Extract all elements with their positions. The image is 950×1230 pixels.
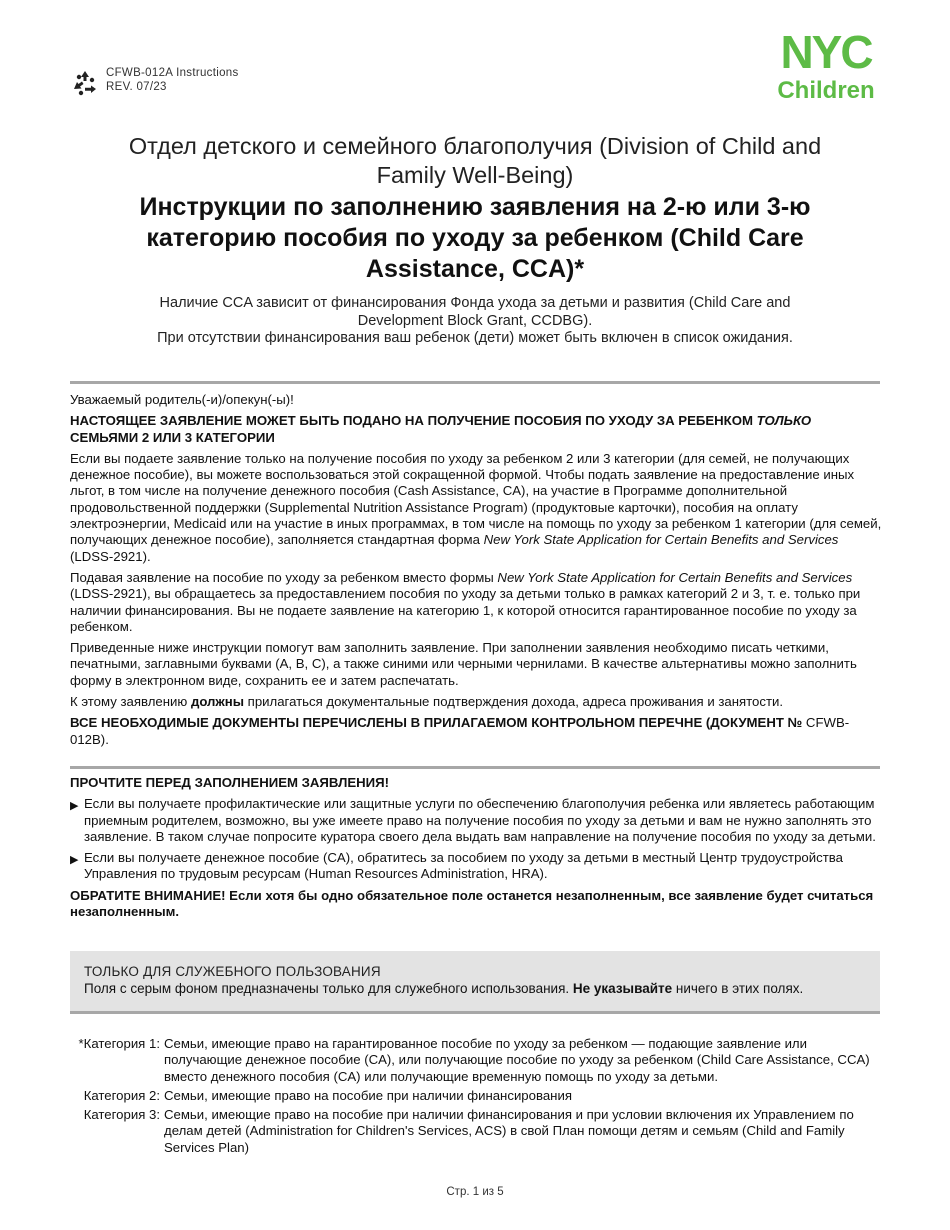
funding-note-1: Наличие CCA зависит от финансирования Фонда ухода за детьми и развития (Child Care and Development Block Grant, CCDBG). — [159, 295, 791, 329]
para1-end: (LDSS-2921). — [70, 548, 151, 564]
nyc-children-logo — [756, 28, 896, 104]
bullet-1-text: Если вы получаете профилактические или защитные услуги по обеспечению благополучия ребенка или являетесь работающим приемным родителем, возможно, вы уже имеете право на получение пособия по уходу за детьми и вам не нужно заполнять это заявление. В таком случае попросите куратора своего дела выдать вам направление на получение пособия по уходу за детьми. — [84, 796, 876, 844]
revision-label: REV. 07/23 — [106, 81, 167, 93]
category-text: Семьи, имеющие право на пособие при наличии финансирования — [164, 1087, 572, 1103]
category-item — [70, 1088, 882, 1104]
funding-note-2: При отсутствии финансирования ваш ребенок (дети) может быть включен в список ожидания. — [157, 330, 793, 346]
title-block — [120, 132, 830, 348]
office-use-title: ТОЛЬКО ДЛЯ СЛУЖЕБНОГО ПОЛЬЗОВАНИЯ — [84, 964, 381, 979]
triangle-bullet-icon: ▶ — [70, 800, 79, 813]
office-text-start: Поля с серым фоном предназначены только для служебного использования. — [84, 981, 573, 996]
page-title: Инструкции по заполнению заявления на 2-ю или 3-ю категорию пособия по уходу за ребенком (Child Care Assistance, CCA)* — [139, 193, 811, 283]
category-text: Семьи, имеющие право на гарантированное пособие по уходу за ребенком — подающие заявление или получающие денежное пособие (CA), или получающие пособие по уходу за ребенком (Child Care Assistance, CCA) вместо денежного пособия (CA) или получающие временную помощь по уходу за детьми. — [164, 1036, 870, 1084]
para4-must: должны — [190, 694, 245, 710]
triangle-bullet-icon: ▶ — [70, 854, 79, 867]
documents-caps: ВСЕ НЕОБХОДИМЫЕ ДОКУМЕНТЫ ПЕРЕЧИСЛЕНЫ В ПРИЛАГАЕМОМ КОНТРОЛЬНОМ ПЕРЕЧНЕ (ДОКУМЕНТ № — [70, 715, 803, 731]
attention-note: ОБРАТИТЕ ВНИМАНИЕ! Если хотя бы одно обязательное поле останется незаполненным, все заявление будет считаться незаполненным. — [70, 887, 874, 920]
notice-part-2: СЕМЬЯМИ 2 ИЛИ 3 КАТЕГОРИИ — [70, 429, 275, 445]
form-header — [70, 66, 239, 98]
divider-top — [70, 381, 880, 384]
documents-ref: CFWB-012B). — [70, 715, 850, 747]
category-label: Категория 3: — [83, 1107, 160, 1123]
recycle-icon — [70, 68, 100, 98]
para1-text: Если вы подаете заявление только на получение пособия по уходу за ребенком 2 или 3 категории (для семей, не получающих денежное пособие), вы можете воспользоваться этой сокращенной формой. Чтобы подать заявление на предоставление иных льгот, в том числе на получение денежного пособия (Cash Assistance, CA), на участие в Программе дополнительной продовольственной поддержки (Supplemental Nutrition Assistance Program) (продуктовые карточки), пособия на оплату электроэнергии, Medicaid или на участие в иных программах, в том числе на помощь по уходу за ребенком 1 категории (для семей, получающих денежное пособие), заполняется стандартная форма — [70, 450, 882, 548]
intro-paragraph-3: Приведенные ниже инструкции помогут вам заполнить заявление. При заполнении заявления необходимо писать четкими, печатными, заглавными буквами (A, B, C), а также синими или черными чернилами. В качестве альтернативы можно заполнить форму в электронном виде, сохранить ее и затем распечатать. — [70, 640, 857, 688]
bullet-item — [70, 796, 882, 845]
division-title: Отдел детского и семейного благополучия (Division of Child and Family Well-Being) — [128, 133, 822, 188]
para4-end: прилагаться документальные подтверждения дохода, адреса проживания и занятости. — [244, 694, 784, 710]
read-first-section — [70, 775, 882, 925]
funding-note — [120, 295, 830, 348]
office-text-bold: Не указывайте — [572, 981, 673, 996]
para4-start: К этому заявлению — [70, 694, 191, 710]
category-item — [70, 1036, 882, 1085]
office-use-box — [70, 951, 880, 1014]
office-use-text — [84, 980, 866, 997]
para1-form-name: New York State Application for Certain Benefits and Services — [483, 532, 839, 548]
intro-paragraph-2 — [70, 570, 882, 635]
para2-end: (LDSS-2921), вы обращаетесь за предоставлением пособия по уходу за детьми только в рамках категорий 2 и 3, т. е. только при наличии финансирования. Вы не подаете заявление на категорию 1, к которой относится гарантированное пособие по уходу за ребенком. — [70, 586, 861, 634]
notice-only: ТОЛЬКО — [756, 413, 812, 429]
category-text: Семьи, имеющие право на пособие при наличии финансирования и при условии включения их Управлением по делам детей (Administration for Children's Services, ACS) в свой План помощи детям и семьям (Child and Family Services Plan) — [164, 1107, 854, 1155]
page-number: Стр. 1 из 5 — [446, 1186, 504, 1198]
notice-heading — [70, 413, 882, 446]
category-item — [70, 1107, 882, 1156]
category-label: *Категория 1: — [78, 1036, 160, 1051]
category-footnotes — [70, 1036, 882, 1159]
bullet-item — [70, 850, 882, 883]
documents-note — [70, 715, 882, 748]
logo-nyc-text: NYC — [780, 28, 872, 78]
para2-form-name: New York State Application for Certain Benefits and Services — [497, 569, 853, 585]
notice-part-1: НАСТОЯЩЕЕ ЗАЯВЛЕНИЕ МОЖЕТ БЫТЬ ПОДАНО НА ПОЛУЧЕНИЕ ПОСОБИЯ ПО УХОДУ ЗА РЕБЕНКОМ — [70, 413, 757, 429]
read-first-heading: ПРОЧТИТЕ ПЕРЕД ЗАПОЛНЕНИЕМ ЗАЯВЛЕНИЯ! — [70, 775, 390, 790]
intro-section — [70, 392, 882, 753]
intro-paragraph-1 — [70, 451, 882, 565]
form-code: CFWB-012A Instructions — [106, 67, 239, 79]
category-label: Категория 2: — [83, 1087, 160, 1103]
office-text-end: ничего в этих полях. — [672, 981, 804, 996]
bullet-2-text: Если вы получаете денежное пособие (CA), обратитесь за пособием по уходу за детьми в местный Центр трудоустройства Управления по трудовым ресурсам (Human Resources Administration, HRA). — [84, 850, 843, 882]
divider-middle — [70, 766, 880, 769]
intro-paragraph-4 — [70, 694, 882, 710]
para2-start: Подавая заявление на пособие по уходу за ребенком вместо формы — [70, 569, 498, 585]
logo-children-text: Children — [777, 77, 875, 104]
greeting: Уважаемый родитель(-и)/опекун(-ы)! — [70, 392, 294, 407]
